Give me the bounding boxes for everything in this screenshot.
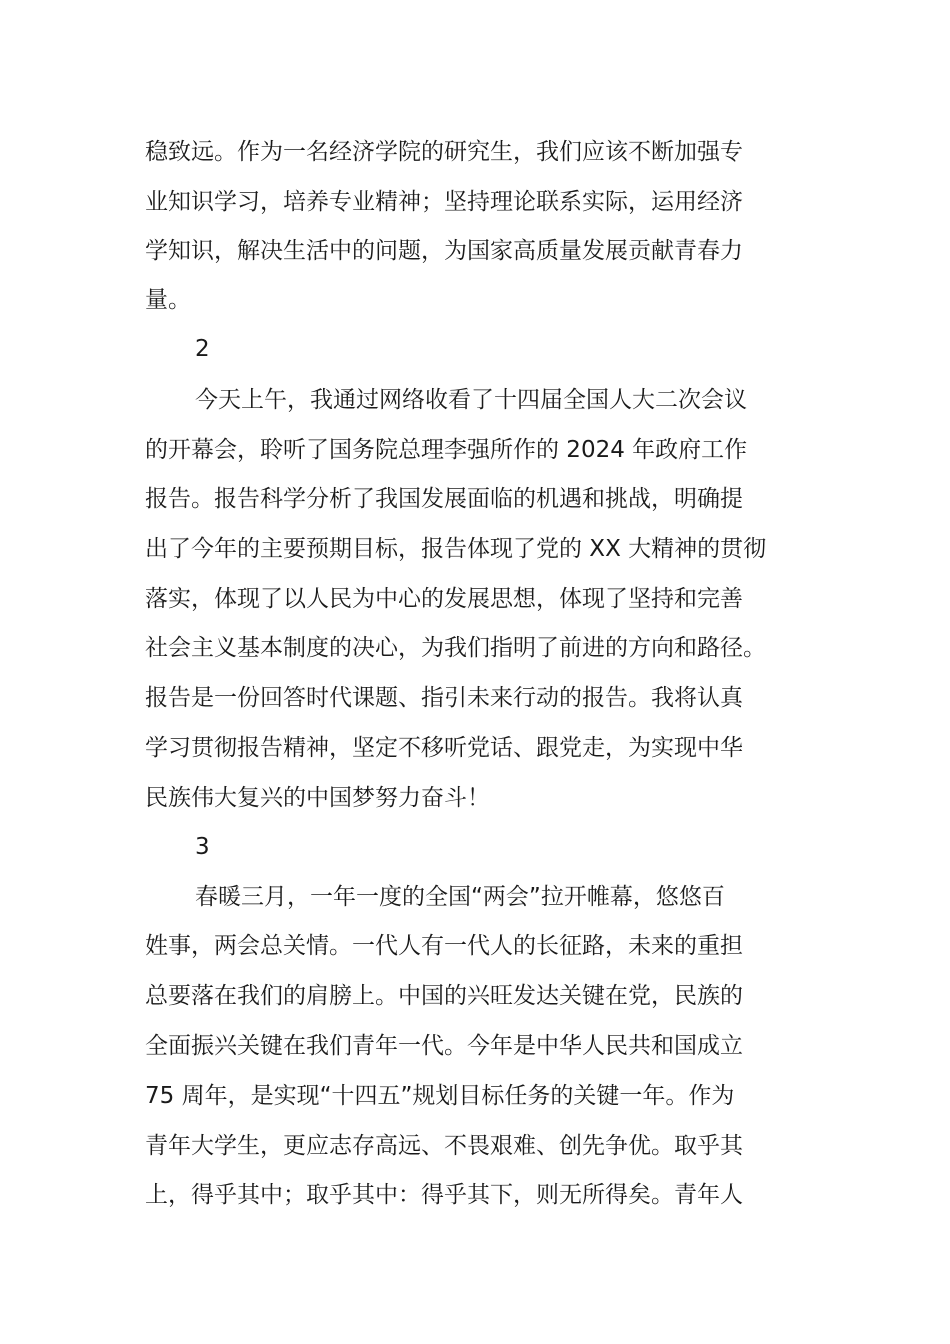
text-line: 民族伟大复兴的中国梦努力奋斗！ xyxy=(145,785,490,811)
text-line: 报告。报告科学分析了我国发展面临的机遇和挑战，明确提 xyxy=(145,486,743,512)
text-line: 姓事，两会总关情。一代人有一代人的长征路，未来的重担 xyxy=(145,933,743,959)
text-line: 稳致远。作为一名经济学院的研究生，我们应该不断加强专 xyxy=(145,139,743,165)
section-number: 2 xyxy=(195,336,210,362)
text-line: 75 周年，是实现“十四五”规划目标任务的关键一年。作为 xyxy=(145,1083,735,1109)
section-number: 3 xyxy=(195,834,210,860)
paragraph-first-line: 春暖三月，一年一度的全国“两会”拉开帷幕，悠悠百 xyxy=(195,884,725,910)
text-line: 青年大学生，更应志存高远、不畏艰难、创先争优。取乎其 xyxy=(145,1133,743,1159)
paragraph-first-line: 今天上午，我通过网络收看了十四届全国人大二次会议 xyxy=(195,387,747,413)
text-line: 总要落在我们的肩膀上。中国的兴旺发达关键在党，民族的 xyxy=(145,983,743,1009)
text-line: 业知识学习，培养专业精神；坚持理论联系实际，运用经济 xyxy=(145,189,743,215)
text-line: 学知识，解决生活中的问题，为国家高质量发展贡献青春力 xyxy=(145,238,743,264)
text-line: 出了今年的主要预期目标，报告体现了党的 XX 大精神的贯彻 xyxy=(145,536,767,562)
text-line: 的开幕会，聆听了国务院总理李强所作的 2024 年政府工作 xyxy=(145,437,748,463)
text-line: 学习贯彻报告精神，坚定不移听党话、跟党走，为实现中华 xyxy=(145,735,743,761)
text-line: 落实，体现了以人民为中心的发展思想，体现了坚持和完善 xyxy=(145,586,743,612)
text-line: 量。 xyxy=(145,287,191,313)
text-line: 报告是一份回答时代课题、指引未来行动的报告。我将认真 xyxy=(145,685,743,711)
text-line: 社会主义基本制度的决心，为我们指明了前进的方向和路径。 xyxy=(145,635,766,661)
text-line: 全面振兴关键在我们青年一代。今年是中华人民共和国成立 xyxy=(145,1033,743,1059)
text-line: 上，得乎其中；取乎其中：得乎其下，则无所得矣。青年人 xyxy=(145,1182,743,1208)
